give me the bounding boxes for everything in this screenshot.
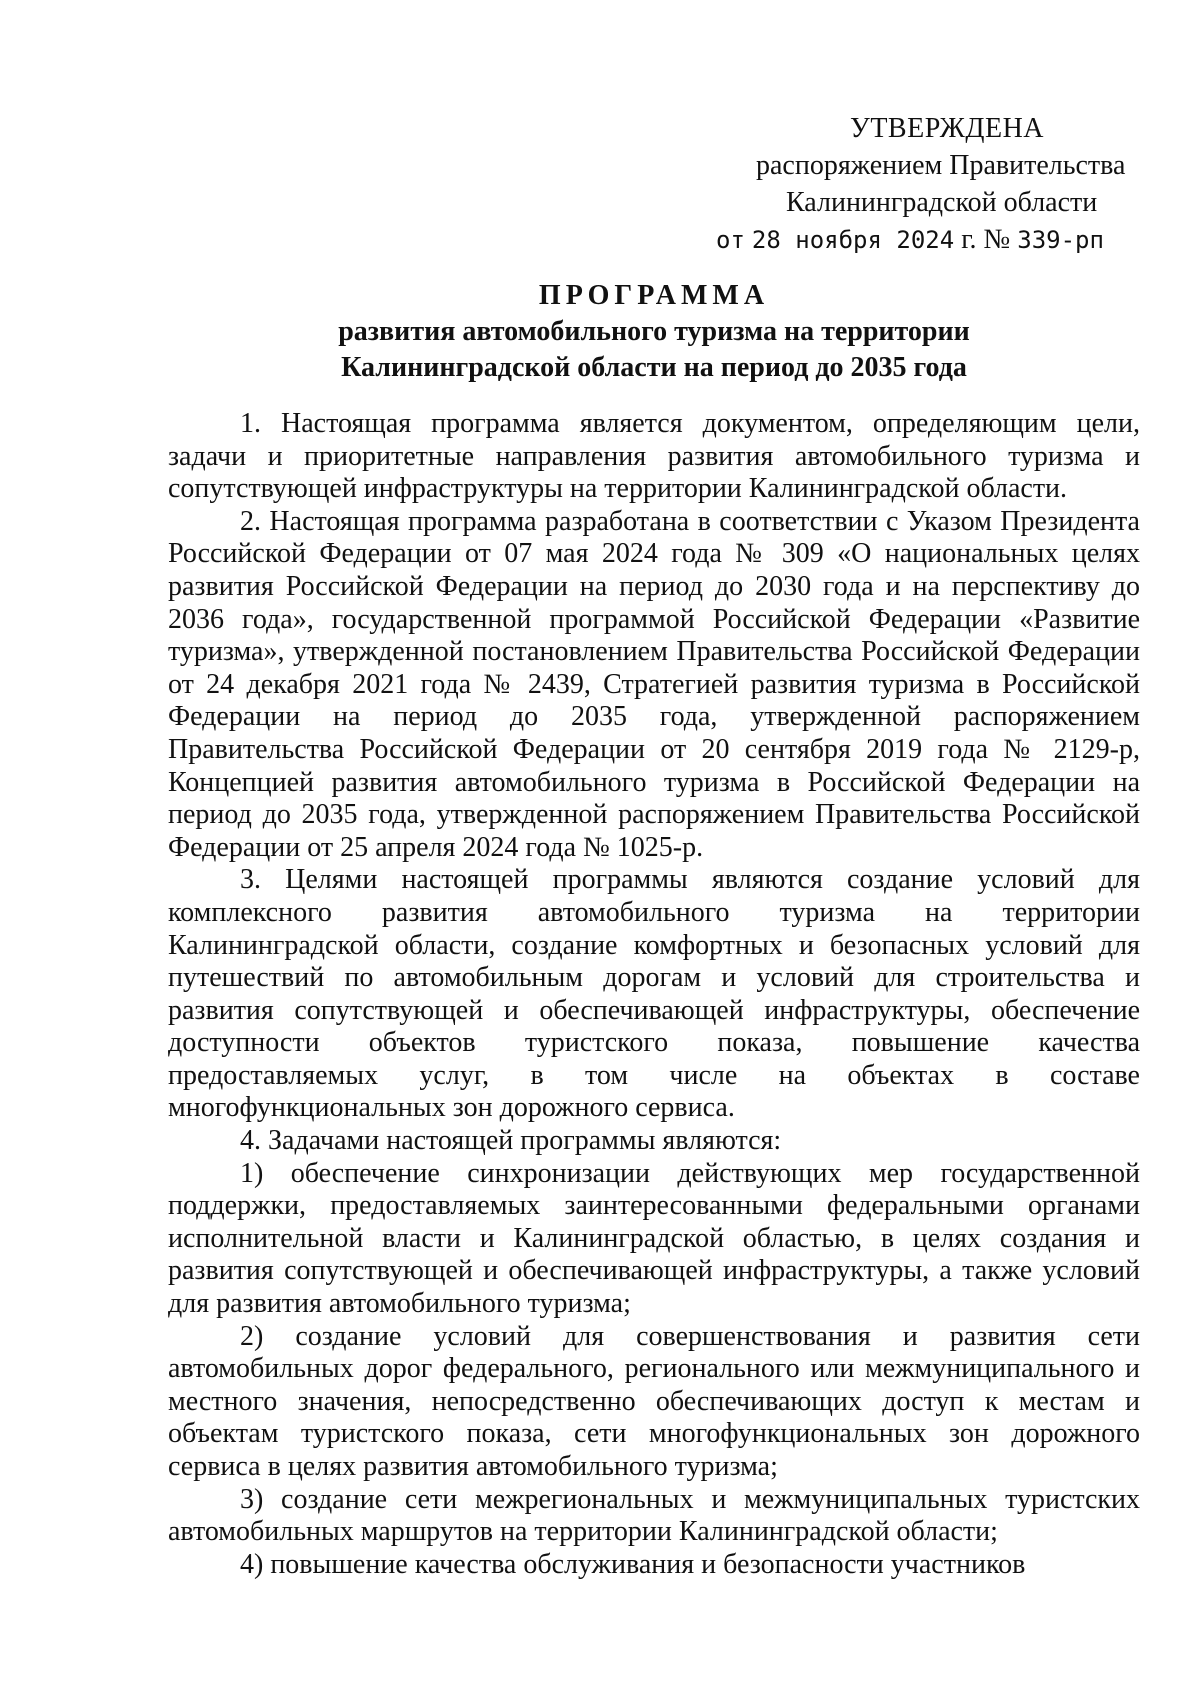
document-title: ПРОГРАММА <box>538 280 770 311</box>
approval-authority: распоряжением Правительства <box>756 150 1126 181</box>
document-subtitle-line-1: развития автомобильного туризма на территории <box>338 316 970 347</box>
paragraph-2: 2. Настоящая программа разработана в соответствии с Указом Президента Российской Федерации от 07 мая 2024 года № 309 «О национальных целях развития Российской Федерации на период до 2030 года и на перспективу до 2036 года», государственной программой Российской Федерации «Развитие туризма», утвержденной постановлением Правительства Российской Федерации от 24 декабря 2021 года № 2439, Стратегией развития туризма в Российской Федерации на период до 2035 года, утвержденной распоряжением Правительства Российской Федерации от 20 сентября 2019 года № 2129-р, Концепцией развития автомобильного туризма в Российской Федерации на период до 2035 года, утвержденной распоряжением Правительства Российской Федерации от 25 апреля 2024 года № 1025-р. <box>168 505 1140 863</box>
paragraph-4: 4. Задачами настоящей программы являются: <box>240 1125 782 1157</box>
list-item-4: 4) повышение качества обслуживания и безопасности участников <box>240 1548 1026 1580</box>
list-item-2: 2) создание условий для совершенствования и развития сети автомобильных дорог федерального, регионального или межмуниципального и местного значения, непосредственно обеспечивающих доступ к местам и объектам туристского показа, сети многофункциональных зон дорожного сервиса в целях развития автомобильного туризма; <box>168 1320 1140 1482</box>
document-subtitle-line-2: Калининградской области на период до 2035 года <box>341 352 967 383</box>
approval-number: 339-рп <box>1017 226 1104 254</box>
approval-stamp <box>680 110 1140 259</box>
paragraph-1: 1. Настоящая программа является документом, определяющим цели, задачи и приоритетные направления развития автомобильного туризма и сопутствующей инфраструктуры на территории Калининградской области. <box>168 408 1140 505</box>
document-body <box>168 408 1140 1581</box>
document-heading <box>168 278 1140 386</box>
list-item-1: 1) обеспечение синхронизации действующих мер государственной поддержки, предоставляемых заинтересованными федеральными органами исполнительной власти и Калининградской областью, в целях создания и развития сопутствующей и обеспечивающей инфраструктуры, а также условий для развития автомобильного туризма; <box>168 1157 1140 1320</box>
approval-date-prefix: от <box>716 226 745 254</box>
approval-date-suffix: г. № <box>961 224 1011 255</box>
paragraph-3: 3. Целями настоящей программы являются создание условий для комплексного развития автомобильного туризма на территории Калининградской области, создание комфортных и безопасных условий для путешествий по автомобильным дорогам и условий для строительства и развития сопутствующей и обеспечивающей инфраструктуры, обеспечение доступности объектов туристского показа, повышение качества предоставляемых услуг, в том числе на объектах в составе многофункциональных зон дорожного сервиса. <box>168 864 1140 1124</box>
approval-date: 28 ноября 2024 <box>751 226 955 254</box>
approval-title: УТВЕРЖДЕНА <box>850 113 1045 144</box>
approval-region: Калининградской области <box>786 187 1098 218</box>
list-item-3: 3) создание сети межрегиональных и межмуниципальных туристских автомобильных маршрутов на территории Калининградской области; <box>168 1483 1140 1548</box>
approval-date-line <box>680 221 1140 259</box>
